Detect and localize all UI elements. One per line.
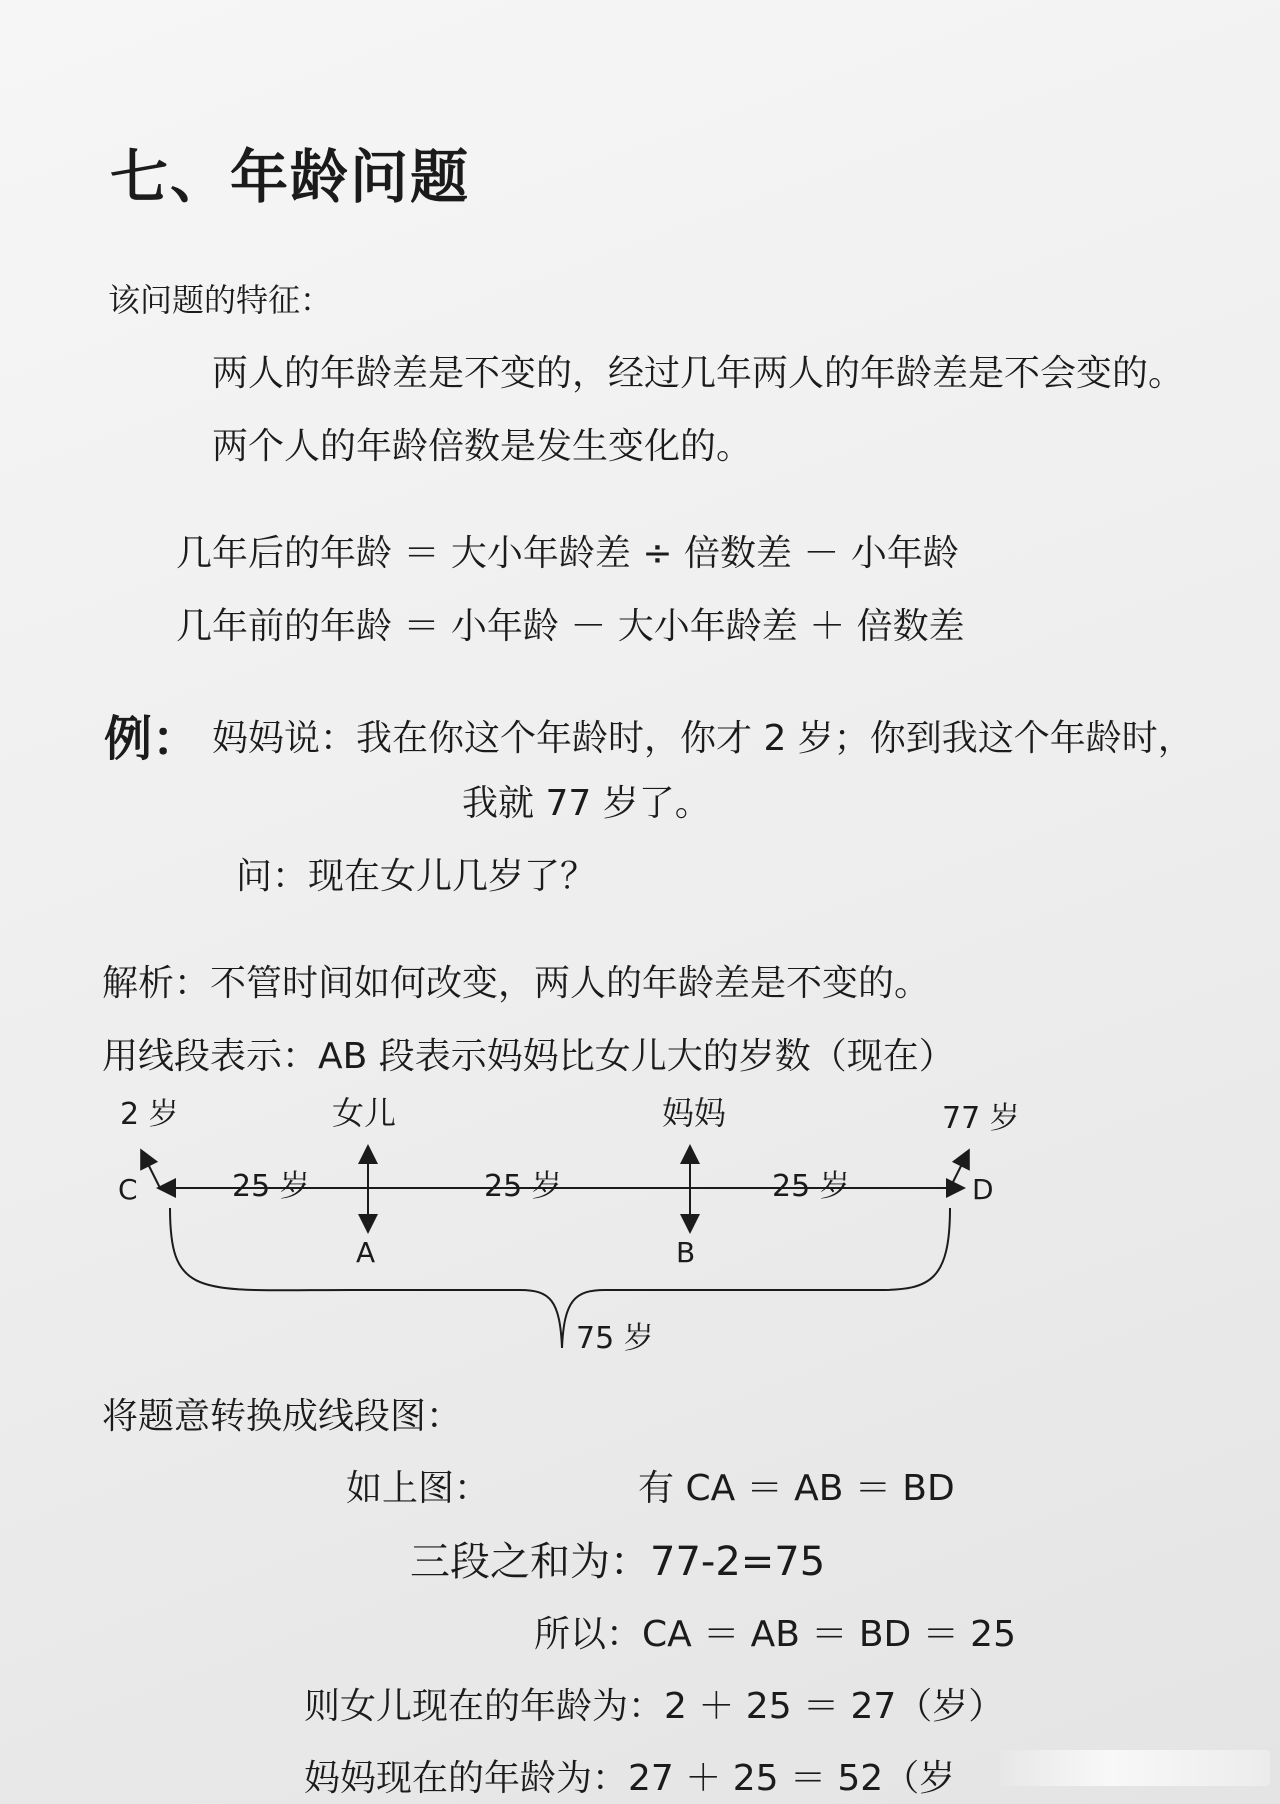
total-brace bbox=[170, 1208, 950, 1348]
point-d-label: D bbox=[972, 1173, 994, 1206]
left-age-label: 2 岁 bbox=[120, 1097, 179, 1132]
solution-step-1-value: 有 CA ＝ AB ＝ BD bbox=[638, 1468, 955, 1509]
point-b-label: B bbox=[676, 1236, 696, 1269]
example-line-2: 我就 77 岁了。 bbox=[462, 783, 711, 824]
solution-step-1-label: 如上图： bbox=[346, 1468, 491, 1509]
watermark-overlay bbox=[1000, 1750, 1270, 1786]
segment-ab-label: 25 岁 bbox=[484, 1169, 562, 1204]
feature-line-2: 两个人的年龄倍数是发生变化的。 bbox=[212, 426, 753, 467]
line-segment-diagram bbox=[0, 1080, 1280, 1380]
features-heading: 该问题的特征： bbox=[108, 281, 333, 319]
daughter-label: 女儿 bbox=[332, 1094, 397, 1132]
analysis-line-2: 用线段表示：AB 段表示妈妈比女儿大的岁数（现在） bbox=[102, 1036, 955, 1077]
formula-after: 几年后的年龄 ＝ 大小年龄差 ÷ 倍数差 － 小年龄 bbox=[176, 533, 959, 574]
example-question: 问：现在女儿几岁了？ bbox=[236, 856, 597, 897]
point-c-label: C bbox=[118, 1173, 138, 1206]
solution-heading: 将题意转换成线段图： bbox=[102, 1396, 463, 1437]
formula-before: 几年前的年龄 ＝ 小年龄 － 大小年龄差 ＋ 倍数差 bbox=[176, 606, 965, 647]
arrow-to-right-age bbox=[950, 1152, 968, 1188]
solution-step-4: 则女儿现在的年龄为：2 ＋ 25 ＝ 27（岁） bbox=[304, 1686, 1005, 1727]
page-title: 七、年龄问题 bbox=[110, 143, 471, 211]
example-line-1: 妈妈说：我在你这个年龄时，你才 2 岁；你到我这个年龄时， bbox=[212, 718, 1194, 759]
point-a-label: A bbox=[356, 1236, 376, 1269]
solution-step-5: 妈妈现在的年龄为：27 ＋ 25 ＝ 52（岁 bbox=[304, 1758, 956, 1799]
feature-line-1: 两人的年龄差是不变的，经过几年两人的年龄差是不会变的。 bbox=[212, 353, 1185, 394]
solution-step-2: 三段之和为：77-2=75 bbox=[410, 1539, 826, 1585]
mother-label: 妈妈 bbox=[662, 1094, 727, 1132]
right-age-label: 77 岁 bbox=[942, 1101, 1020, 1136]
example-label: 例： bbox=[104, 711, 201, 767]
arrow-to-left-age bbox=[142, 1152, 160, 1188]
segment-bd-label: 25 岁 bbox=[772, 1169, 850, 1204]
segment-ca-label: 25 岁 bbox=[232, 1169, 310, 1204]
solution-step-3: 所以：CA ＝ AB ＝ BD ＝ 25 bbox=[534, 1614, 1016, 1655]
analysis-line-1: 解析：不管时间如何改变，两人的年龄差是不变的。 bbox=[102, 963, 931, 1004]
total-label: 75 岁 bbox=[576, 1321, 654, 1356]
